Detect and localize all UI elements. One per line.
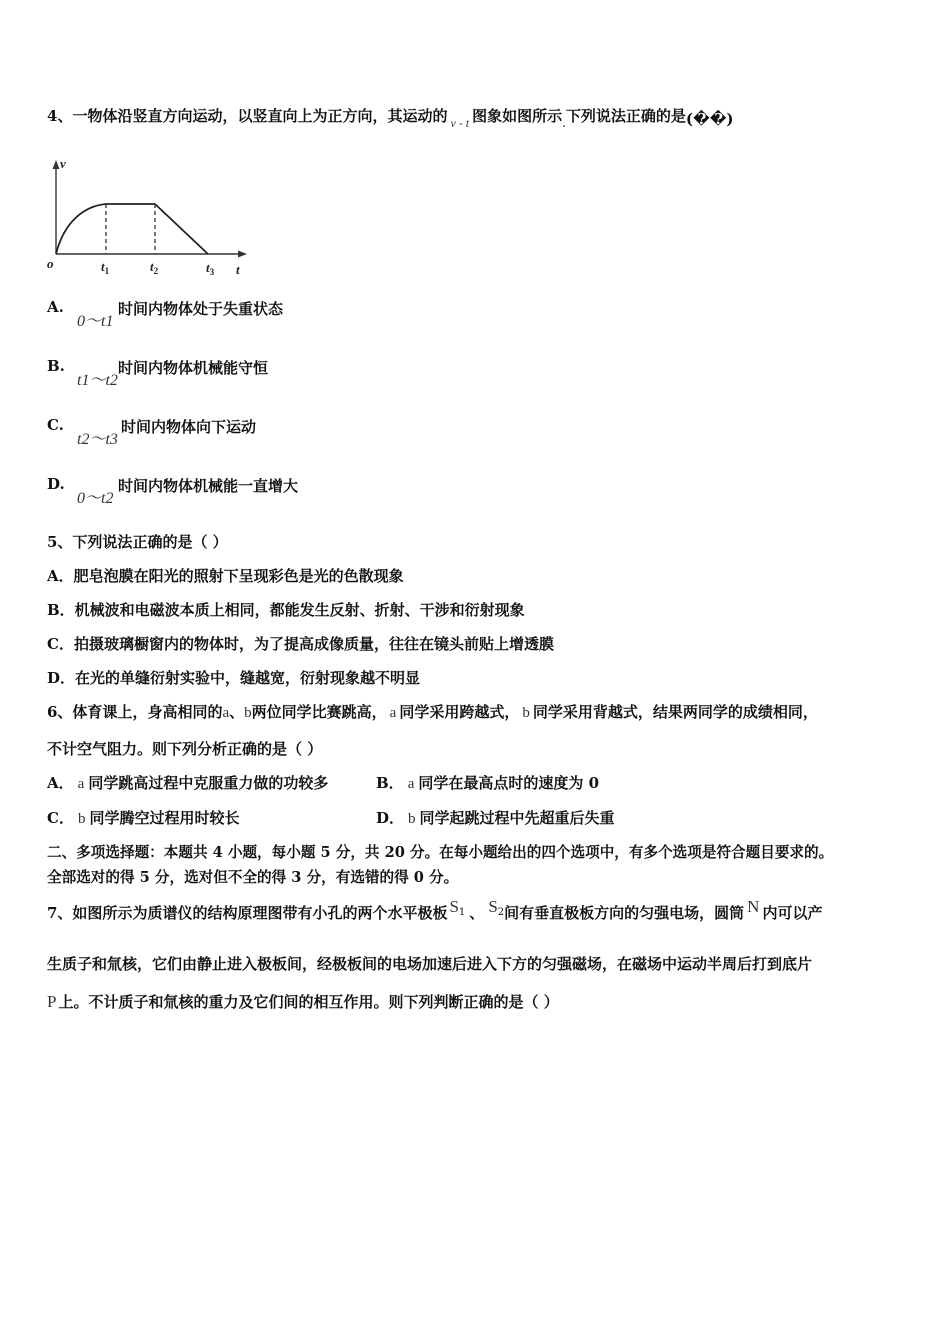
q6-option-c[interactable] bbox=[47, 808, 239, 829]
q7-stem-c: 内可以产 bbox=[762, 904, 823, 922]
q5-option-c[interactable]: C．拍摄玻璃橱窗内的物体时，为了提高成像质量，往往在镜头前贴上增透膜 bbox=[47, 635, 554, 653]
option-var: a bbox=[407, 776, 415, 792]
option-text: 同学在最高点时的速度为 0 bbox=[418, 774, 600, 792]
option-range: t2～t3 bbox=[77, 431, 118, 448]
t-axis-arrow bbox=[238, 251, 247, 258]
q7-stem-line1 bbox=[47, 897, 823, 929]
q6-stem-c: 两位同学比赛跳高， bbox=[251, 703, 387, 721]
option-text: 时间内物体处于失重状态 bbox=[118, 300, 284, 318]
option-var: b bbox=[408, 811, 416, 827]
t3-label: $t_3$ bbox=[206, 260, 215, 277]
q5-option-a[interactable]: A．肥皂泡膜在阳光的照射下呈现彩色是光的色散现象 bbox=[47, 567, 404, 585]
q6-var-a: a bbox=[222, 705, 230, 721]
q5-option-d[interactable]: D．在光的单缝衍射实验中，缝越宽，衍射现象越不明显 bbox=[47, 669, 421, 687]
option-range: 0～t2 bbox=[77, 490, 114, 507]
vt-graph bbox=[40, 152, 255, 282]
q4-option-d[interactable] bbox=[0, 475, 400, 511]
q4-option-b[interactable] bbox=[0, 357, 400, 393]
q4-option-c[interactable] bbox=[0, 416, 400, 452]
q7-n: N bbox=[747, 897, 760, 916]
option-var: b bbox=[77, 811, 86, 827]
option-label: C. bbox=[47, 416, 64, 434]
q4-option-a[interactable] bbox=[0, 298, 400, 334]
q6-stem-b: 、 bbox=[229, 703, 245, 721]
q6-stem-d: 同学采用跨越式， bbox=[399, 703, 520, 721]
option-text: 时间内物体机械能守恒 bbox=[118, 359, 269, 377]
q7-s2-sub: 2 bbox=[497, 907, 505, 918]
section2-line2: 全部选对的得 5 分，选对但不全的得 3 分，有选错的得 0 分。 bbox=[47, 869, 459, 886]
q7-p: P bbox=[47, 992, 57, 1011]
option-range: 0～t1 bbox=[77, 313, 114, 330]
option-label: B. bbox=[47, 357, 65, 375]
q7-stem-line2: 生质子和氚核，它们由静止进入极板间，经极板间的电场加速后进入下方的匀强磁场，在磁场中运动半周后打到底片 bbox=[47, 955, 813, 973]
q6-stem-line1 bbox=[47, 702, 818, 723]
q6-stem-e: 同学采用背越式，结果两同学的成绩相同， bbox=[532, 703, 818, 721]
option-label: A. bbox=[47, 298, 64, 316]
q7-sep: 、 bbox=[469, 904, 485, 922]
q7-stem-b: 间有垂直极板方向的匀强电场，圆筒 bbox=[504, 904, 745, 922]
option-label: A． bbox=[47, 774, 74, 792]
q6-option-d[interactable] bbox=[376, 808, 615, 829]
q6-var-b: b bbox=[244, 705, 252, 721]
q7-s2: S bbox=[488, 897, 498, 916]
q4-paren: (��) bbox=[685, 110, 734, 128]
option-label: D． bbox=[376, 809, 405, 827]
option-text: 同学起跳过程中先超重后失重 bbox=[419, 809, 615, 827]
q5-option-b[interactable]: B．机械波和电磁波本质上相同，都能发生反射、折射、干涉和衍射现象 bbox=[47, 601, 525, 619]
option-text: 时间内物体机械能一直增大 bbox=[118, 477, 299, 495]
option-text: 时间内物体向下运动 bbox=[121, 418, 257, 436]
option-label: D. bbox=[47, 475, 65, 493]
t2-label: $t_2$ bbox=[150, 259, 159, 276]
q5-stem: 5、下列说法正确的是（ ） bbox=[47, 533, 228, 551]
q4-text-c: 下列说法正确的是 bbox=[565, 107, 686, 125]
q6-stem-a: 6、体育课上，身高相同的 bbox=[47, 703, 223, 721]
q6-var-b2: b bbox=[522, 705, 530, 721]
option-label: B． bbox=[376, 774, 404, 792]
q4-stem bbox=[47, 106, 734, 131]
option-text: 同学腾空过程用时较长 bbox=[89, 809, 240, 827]
o-label: o bbox=[47, 256, 54, 271]
t-label: t bbox=[236, 262, 240, 277]
q7-stem-a: 7、如图所示为质谱仪的结构原理图带有小孔的两个水平极板 bbox=[47, 904, 448, 922]
q4-number: 4 bbox=[47, 107, 58, 125]
velocity-curve bbox=[56, 204, 208, 254]
q7-stem-line3 bbox=[47, 992, 559, 1012]
q6-stem-line2: 不计空气阻力。则下列分析正确的是（ ） bbox=[47, 740, 323, 758]
q7-s1: S bbox=[449, 897, 459, 916]
q6-option-b[interactable] bbox=[376, 773, 599, 794]
t1-label: $t_1$ bbox=[101, 259, 110, 276]
option-text: 同学跳高过程中克服重力做的功较多 bbox=[88, 774, 329, 792]
option-label: C． bbox=[47, 809, 74, 827]
q4-vt-symbol: v - t bbox=[450, 116, 470, 130]
option-range: t1～t2 bbox=[77, 372, 118, 389]
q6-option-a[interactable] bbox=[47, 773, 328, 794]
option-var: a bbox=[77, 776, 85, 792]
q4-dot: . bbox=[562, 115, 566, 131]
q6-var-a2: a bbox=[389, 705, 397, 721]
section2-line1: 二、多项选择题：本题共 4 小题，每小题 5 分，共 20 分。在每小题给出的四个选项中，有多个选项是符合题目要求的。 bbox=[47, 844, 834, 861]
q7-s1-sub: 1 bbox=[458, 907, 466, 918]
v-label: v bbox=[60, 156, 66, 171]
q4-text-a: 一物体沿竖直方向运动，以竖直向上为正方向，其运动的 bbox=[72, 107, 448, 125]
q4-text-b: 图象如图所示 bbox=[472, 107, 563, 125]
q4-sep: 、 bbox=[57, 107, 73, 125]
v-axis-arrow bbox=[53, 160, 60, 169]
q7-stem-d: 上。不计质子和氚核的重力及它们间的相互作用。则下列判断正确的是（ ） bbox=[58, 993, 559, 1011]
